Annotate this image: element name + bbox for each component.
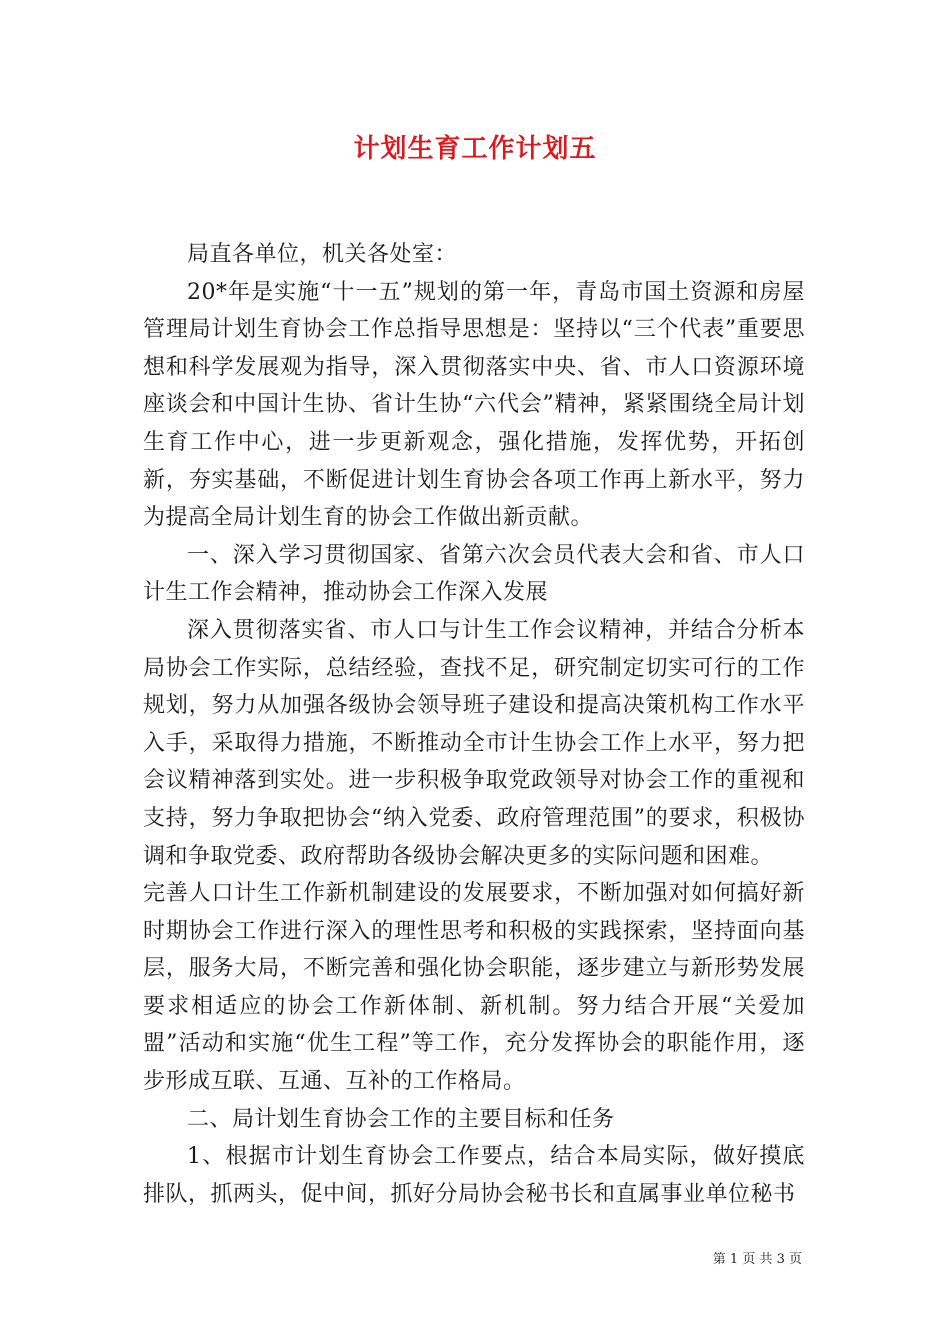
section-one-heading: 一、深入学习贯彻国家、省第六次会员代表大会和省、市人口计生工作会精神，推动协会工作深入发展 bbox=[143, 542, 805, 606]
page-number-footer: 第 1 页 共 3 页 bbox=[712, 1252, 802, 1267]
salutation-paragraph: 局直各单位，机关各处室： bbox=[187, 242, 458, 267]
section-two-heading: 二、局计划生育协会工作的主要目标和任务 bbox=[187, 1106, 615, 1132]
section-one-paragraph: 深入贯彻落实省、市人口与计生工作会议精神，并结合分析本局协会工作实际，总结经验，查找不足，研究制定切实可行的工作规划，努力从加强各级协会领导班子建设和提高决策机构工作水平入手，采取得力措施，不断推动全市计生协会工作上水平，努力把会议精神落到实处。进一步积极争取党政领导对协会工作的重视和支持，努力争取把协会“纳入党委、政府管理范围”的要求，积极协调和争取党委、政府帮助各级协会解决更多的实际问题和困难。 bbox=[143, 617, 805, 869]
intro-paragraph: 20*年是实施“十一五”规划的第一年，青岛市国土资源和房屋管理局计划生育协会工作总指导思想是：坚持以“三个代表”重要思想和科学发展观为指导，深入贯彻落实中央、省、市人口资源环境座谈会和中国计生协、省计生协“六代会”精神，紧紧围绕全局计划生育工作中心，进一步更新观念，强化措施，发挥优势，开拓创新，夯实基础，不断促进计划生育协会各项工作再上新水平，努力为提高全局计划生育的协会工作做出新贡献。 bbox=[143, 279, 805, 531]
section-one-continuation-paragraph: 完善人口计生工作新机制建设的发展要求，不断加强对如何搞好新时期协会工作进行深入的理性思考和积极的实践探索，坚持面向基层，服务大局，不断完善和强化协会职能，逐步建立与新形势发展要求相适应的协会工作新体制、新机制。努力结合开展“关爱加盟”活动和实施“优生工程”等工作，充分发挥协会的职能作用，逐步形成互联、互通、互补的工作格局。 bbox=[143, 881, 805, 1095]
document-body bbox=[143, 236, 805, 1213]
section-two-item-1-paragraph: 1、根据市计划生育协会工作要点，结合本局实际，做好摸底排队，抓两头，促中间，抓好分局协会秘书长和直属事业单位秘书 bbox=[143, 1144, 805, 1207]
document-title: 计划生育工作计划五 bbox=[353, 134, 597, 164]
